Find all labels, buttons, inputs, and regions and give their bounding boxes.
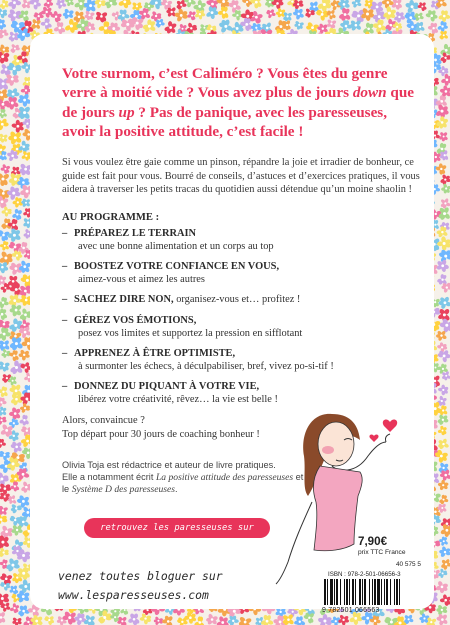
author-bio: Olivia Toja est rédactrice et auteur de livre pratiques. Elle a notamment écrit La positive attitude des paresseuses et le Système D des paresseuses. bbox=[62, 460, 304, 495]
flower-icon bbox=[0, 0, 9, 10]
flower-icon bbox=[44, 615, 55, 625]
book-title: Système D des paresseuses bbox=[71, 483, 176, 495]
flower-icon bbox=[338, 614, 350, 625]
flower-icon bbox=[349, 19, 361, 31]
flower-icon bbox=[439, 546, 450, 558]
flower-icon bbox=[0, 29, 9, 39]
flower-icon bbox=[142, 19, 156, 33]
program-item: – PRÉPAREZ LE TERRAIN avec une bonne alimentation et un corps au top bbox=[62, 228, 274, 252]
flower-icon bbox=[41, 18, 53, 30]
flower-icon bbox=[0, 513, 8, 526]
flower-icon bbox=[218, 19, 233, 34]
isbn: ISBN : 978-2-501-06656-3 bbox=[328, 571, 401, 578]
flower-icon bbox=[435, 104, 449, 118]
flower-icon bbox=[11, 250, 22, 261]
flower-icon bbox=[105, 0, 118, 9]
flower-icon bbox=[0, 118, 9, 131]
flower-icon bbox=[441, 183, 450, 194]
flower-icon bbox=[0, 133, 8, 143]
flower-icon bbox=[438, 296, 450, 309]
blog-url: www.lesparesseuses.com bbox=[58, 588, 209, 602]
price: 7,90€ bbox=[358, 535, 388, 548]
flower-icon bbox=[216, 616, 229, 625]
flower-icon bbox=[12, 617, 22, 625]
flower-icon bbox=[338, 8, 351, 22]
flower-icon bbox=[0, 406, 7, 416]
flower-icon bbox=[0, 386, 9, 397]
flower-icon bbox=[238, 616, 252, 625]
flower-icon bbox=[20, 403, 31, 413]
flower-icon bbox=[316, 9, 329, 21]
flower-icon bbox=[440, 594, 450, 606]
flower-icon bbox=[391, 0, 403, 10]
flower-icon bbox=[373, 19, 387, 34]
flower-icon bbox=[94, 0, 106, 9]
program-item: – BOOSTEZ VOTRE CONFIANCE EN VOUS, aimez-vous et aimez les autres bbox=[62, 261, 280, 285]
flower-icon bbox=[352, 0, 362, 8]
program-dash: – bbox=[62, 314, 68, 326]
flower-icon bbox=[0, 438, 6, 448]
flower-icon bbox=[438, 405, 448, 416]
flower-icon bbox=[0, 327, 11, 341]
lead-up: up bbox=[118, 103, 135, 121]
flower-icon bbox=[218, 6, 230, 19]
flower-icon bbox=[250, 0, 263, 8]
flower-icon bbox=[0, 172, 10, 186]
flower-icon bbox=[132, 2, 143, 12]
flower-icon bbox=[8, 350, 19, 361]
flower-icon bbox=[437, 274, 448, 285]
iphone-banner: retrouvez les paresseuses sur i.Phone bbox=[84, 518, 270, 538]
flower-icon bbox=[7, 228, 21, 242]
flower-icon bbox=[118, 0, 132, 9]
flower-icon bbox=[439, 536, 449, 546]
flower-icon bbox=[440, 174, 450, 185]
flower-icon bbox=[441, 282, 450, 293]
lead-paragraph: Votre surnom, c’est Caliméro ? Vous êtes du genre verre à moitié vide ? Vous avez plus de jours down que de jours up ? Pas de panique, avec les paresseuses, avoir la positive attitude, c’est facile ! bbox=[62, 65, 415, 141]
flower-icon bbox=[162, 615, 173, 625]
program-dash: – bbox=[62, 228, 68, 239]
program-dash: – bbox=[62, 348, 68, 360]
flower-icon bbox=[53, 22, 66, 35]
program-title: AU PROGRAMME : bbox=[62, 212, 160, 223]
program-item: – APPRENEZ À ÊTRE OPTIMISTE, à surmonter les échecs, à déculpabiliser, bref, vivez po-si-tif ! bbox=[62, 348, 334, 372]
product-code: 40 575 5 bbox=[396, 561, 421, 568]
flower-icon bbox=[0, 241, 10, 251]
book-title: La positive attitude des paresseuses bbox=[155, 471, 294, 483]
flower-icon bbox=[440, 558, 450, 570]
flower-icon bbox=[0, 397, 7, 408]
flower-icon bbox=[318, 614, 333, 625]
flower-icon bbox=[9, 407, 21, 420]
program-item: – DONNEZ DU PIQUANT À VOTRE VIE, libérez votre créativité, rêvez… la vie est belle ! bbox=[62, 381, 278, 405]
flower-icon bbox=[0, 109, 7, 119]
flower-icon bbox=[0, 415, 7, 425]
flower-icon bbox=[8, 131, 22, 146]
flower-icon bbox=[0, 505, 8, 515]
flower-icon bbox=[11, 524, 23, 536]
flower-icon bbox=[418, 2, 427, 12]
flower-icon bbox=[56, 0, 67, 9]
flower-icon bbox=[10, 503, 22, 514]
flower-icon bbox=[437, 503, 447, 513]
flower-icon bbox=[206, 613, 218, 625]
flower-icon bbox=[440, 198, 450, 209]
flower-icon bbox=[9, 304, 22, 317]
flower-icon bbox=[435, 580, 448, 593]
flower-icon bbox=[62, 8, 74, 20]
flower-icon bbox=[414, 12, 424, 22]
flower-icon bbox=[438, 568, 448, 578]
program-dash: – bbox=[62, 294, 68, 306]
flower-icon bbox=[150, 11, 161, 22]
flower-icon bbox=[0, 283, 10, 293]
flower-icon bbox=[19, 415, 30, 426]
flower-icon bbox=[438, 385, 449, 396]
flower-icon bbox=[436, 259, 449, 272]
flower-icon bbox=[7, 186, 21, 200]
flower-icon bbox=[266, 9, 276, 19]
flower-icon bbox=[439, 30, 449, 40]
flower-icon bbox=[0, 450, 10, 461]
flower-icon bbox=[438, 480, 449, 491]
flower-icon bbox=[438, 425, 448, 435]
flower-icon bbox=[9, 585, 19, 595]
flower-icon bbox=[95, 11, 108, 23]
flower-icon bbox=[438, 10, 450, 22]
flower-icon bbox=[161, 0, 173, 10]
flower-icon bbox=[0, 297, 9, 309]
flower-icon bbox=[326, 19, 337, 29]
flower-icon bbox=[405, 0, 419, 14]
flower-icon bbox=[11, 120, 24, 133]
flower-icon bbox=[293, 0, 304, 10]
flower-icon bbox=[326, 9, 336, 19]
flower-icon bbox=[18, 349, 30, 361]
program-item: – SACHEZ DIRE NON, organisez-vous et… profitez ! bbox=[62, 294, 301, 306]
flower-icon bbox=[437, 414, 449, 426]
flower-icon bbox=[29, 0, 42, 10]
flower-icon bbox=[9, 603, 19, 613]
flower-icon bbox=[271, 0, 283, 10]
outro-paragraph: Alors, convaincue ? Top départ pour 30 jours de coaching bonheur ! bbox=[62, 415, 260, 440]
flower-icon bbox=[0, 308, 8, 320]
flower-icon bbox=[174, 8, 188, 22]
barcode bbox=[322, 579, 428, 605]
flower-icon bbox=[0, 611, 6, 623]
flower-icon bbox=[435, 163, 447, 175]
flower-icon bbox=[436, 604, 448, 616]
flower-icon bbox=[0, 164, 10, 174]
flower-icon bbox=[12, 209, 23, 221]
blog-invite: venez toutes bloguer sur bbox=[58, 569, 223, 583]
barcode-digits: 9 782501 066563 bbox=[322, 607, 380, 614]
flower-icon bbox=[439, 131, 449, 141]
flower-icon bbox=[10, 441, 22, 453]
program-dash: – bbox=[62, 381, 68, 393]
program-dash: – bbox=[62, 261, 68, 273]
price-note: prix TTC France bbox=[358, 549, 406, 556]
flower-icon bbox=[0, 19, 7, 30]
flower-icon bbox=[7, 0, 21, 10]
flower-icon bbox=[10, 43, 20, 53]
flower-icon bbox=[425, 9, 438, 22]
flower-icon bbox=[428, 22, 439, 34]
flower-icon bbox=[187, 11, 196, 21]
program-list bbox=[62, 228, 434, 415]
flower-icon bbox=[282, 11, 292, 21]
flower-icon bbox=[293, 8, 305, 20]
flower-icon bbox=[5, 73, 19, 86]
flower-icon bbox=[154, 616, 164, 625]
flower-icon bbox=[10, 481, 20, 492]
flower-icon bbox=[0, 547, 9, 558]
flower-icon bbox=[436, 613, 448, 625]
flower-icon bbox=[294, 20, 304, 30]
flower-icon bbox=[84, 10, 95, 21]
flower-icon bbox=[0, 602, 11, 612]
flower-icon bbox=[227, 615, 239, 625]
flower-icon bbox=[127, 613, 140, 625]
lead-down: down bbox=[352, 84, 387, 102]
flower-icon bbox=[0, 361, 10, 372]
flower-icon bbox=[164, 21, 177, 34]
intro-paragraph: Si vous voulez être gaie comme un pinson, répandre la joie et irradier de bonheur, ce guide est fait pour vous. Bourré de conseils, d’astuces et d’exercices pratiques, il vous aidera à traverser les petits tracas du quotidien aussi détendue qu’un moine shaolin ! bbox=[62, 157, 420, 196]
flower-icon bbox=[438, 438, 450, 450]
program-item: – GÉREZ VOS ÉMOTIONS, posez vos limites et supportez la pression en sifflotant bbox=[62, 314, 303, 339]
flower-icon bbox=[437, 21, 448, 32]
